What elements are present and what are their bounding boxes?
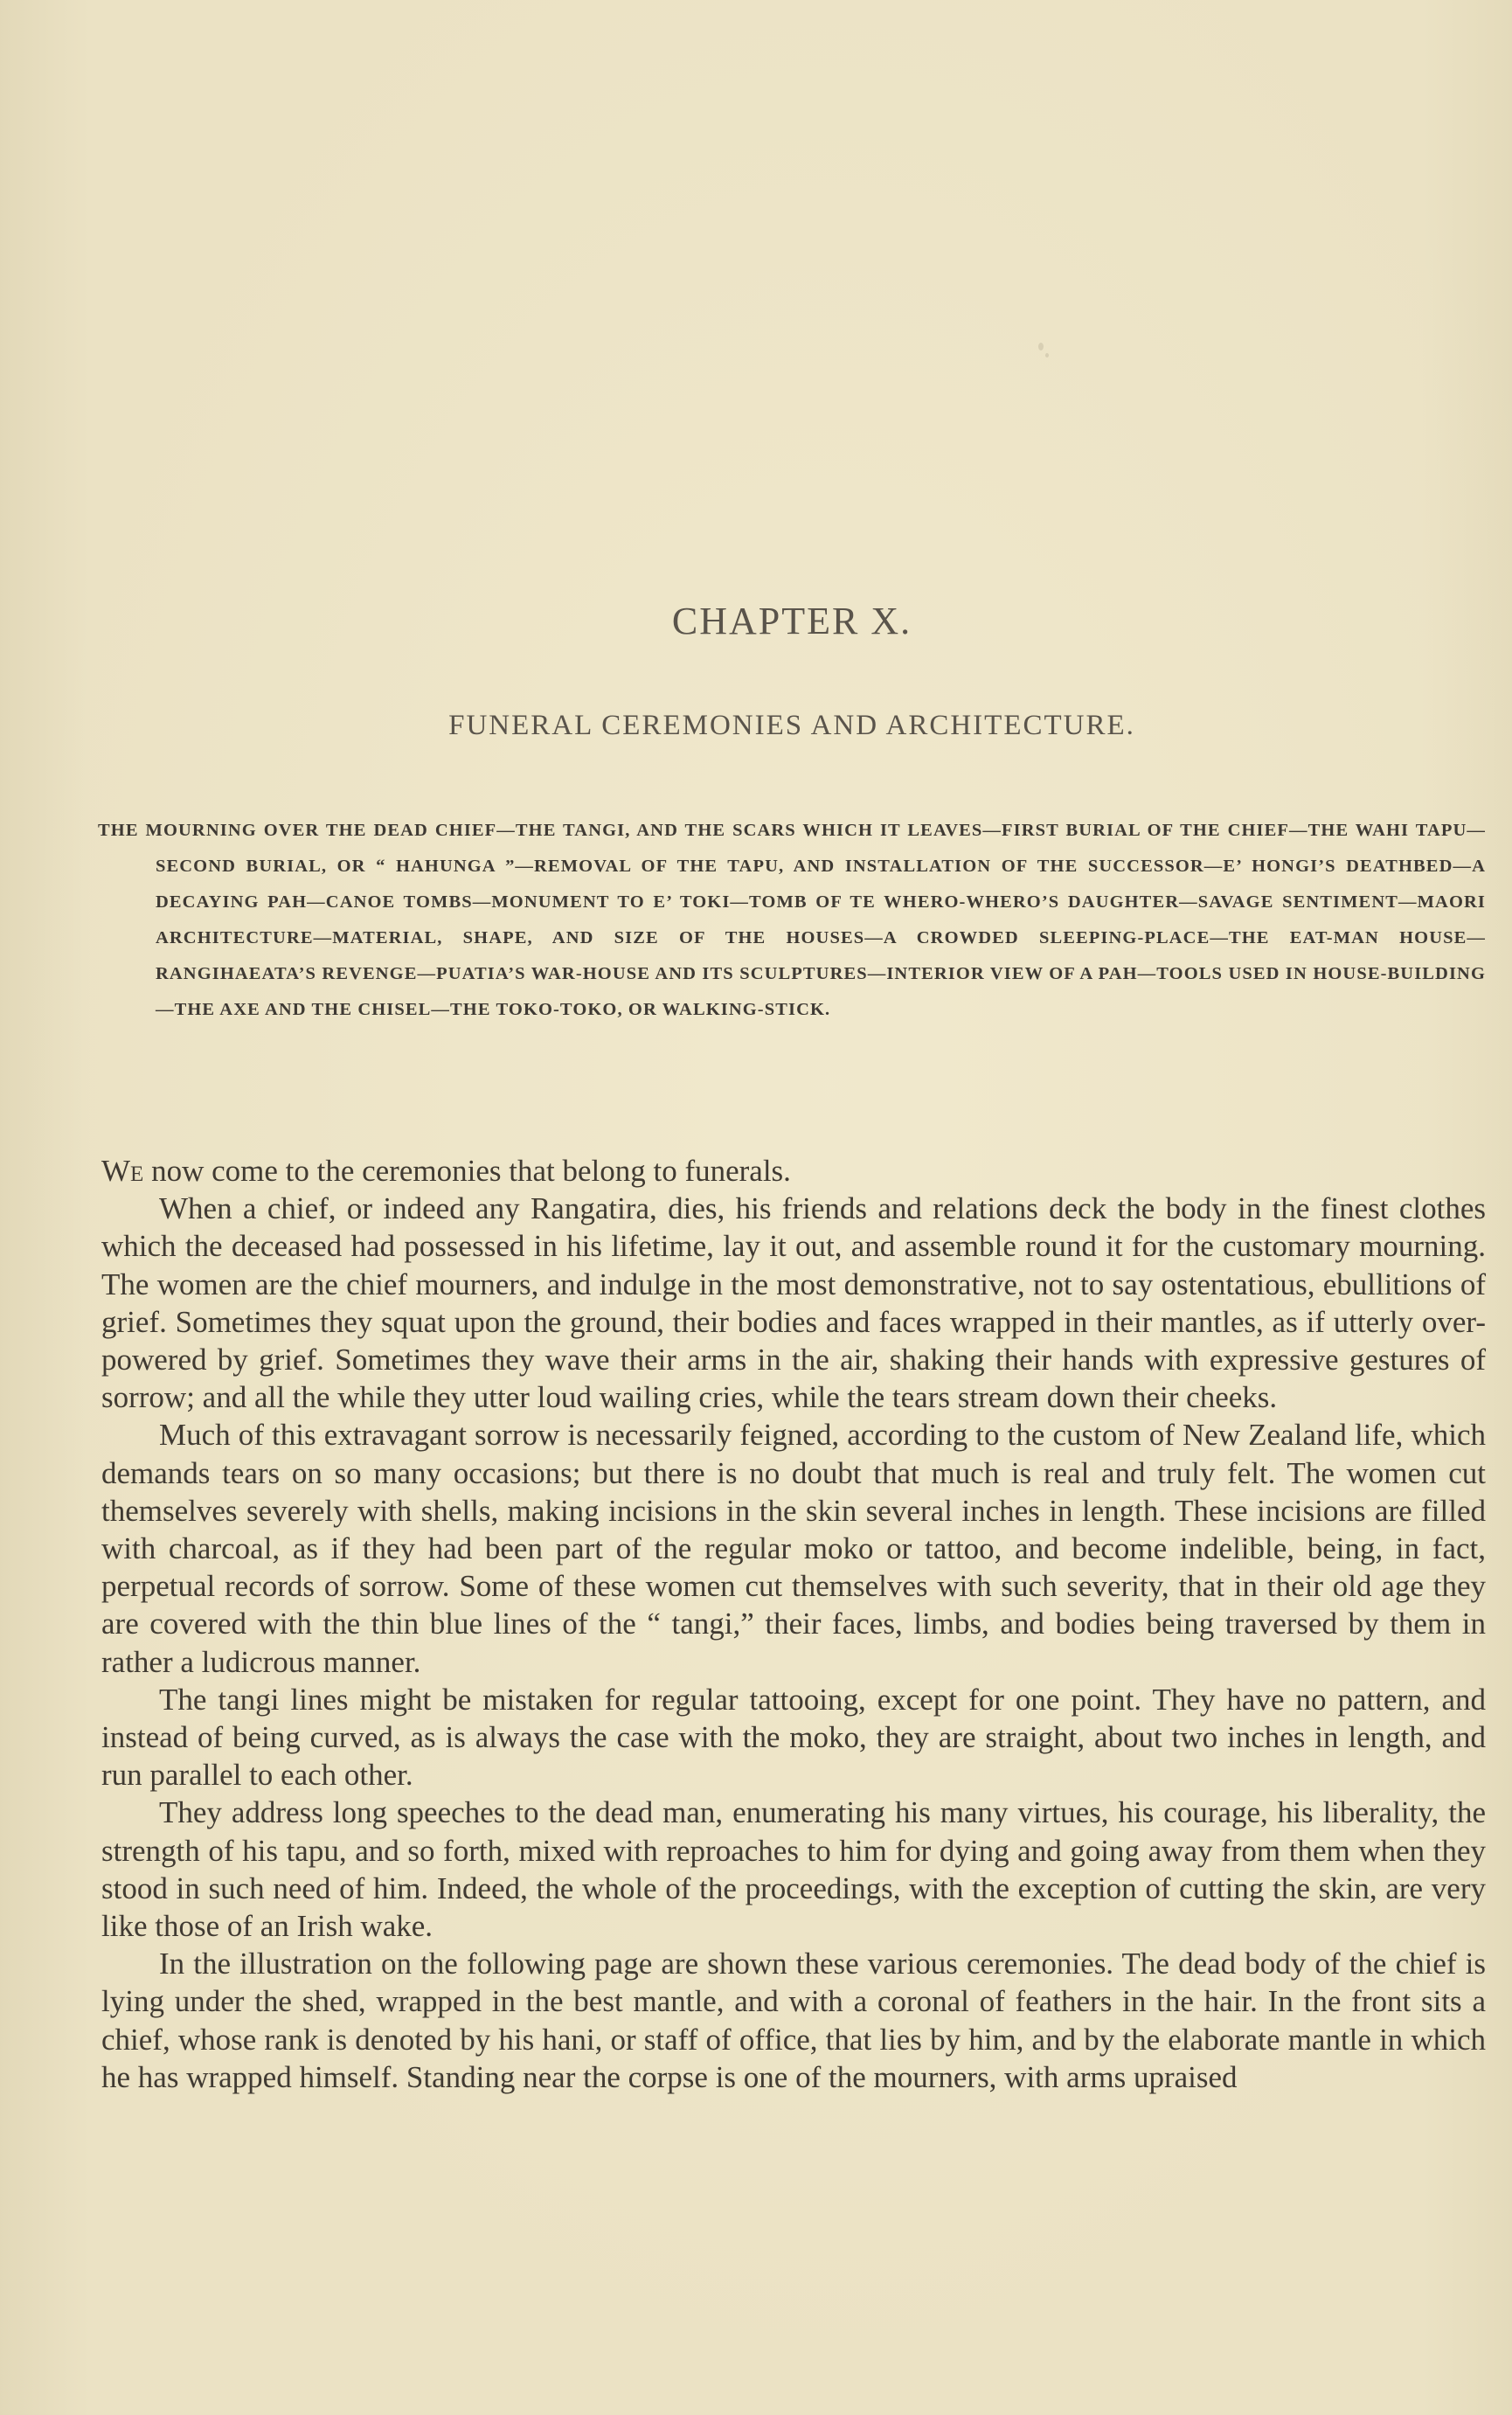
chapter-title: CHAPTER X.: [671, 600, 912, 642]
paragraph-1-text: now come to the ceremonies that belong to funerals.: [143, 1154, 791, 1188]
paragraph-4: The tangi lines might be mistaken for regular tattooing, except for one point. They have no pattern, and instead of being curved, as is always the case with the moko, they are straight, about two inches in length, and run parallel to each other.: [101, 1682, 1486, 1793]
ink-speck: [1038, 343, 1044, 350]
paragraph-5: They address long speeches to the dead man, enumerating his many virtues, his courage, his liberality, the strength of his tapu, and so forth, mixed with reproaches to him for dying and going away from them when they stood in such need of him. Indeed, the whole of the proceedings, with the exception of cutting the skin, are very like those of an Irish wake.: [101, 1795, 1486, 1944]
paragraph-6: In the illustration on the following page are shown these various ceremonies. The dead body of the chief is lying under the shed, wrapped in the best mantle, and with a coronal of feathers in the hair. In the front sits a chief, whose rank is denoted by his hani, or staff of office, that lies by him, and by the elaborate mantle in which he has wrapped himself. Standing near the corpse is one of the mourners, with arms upraised: [101, 1947, 1486, 2094]
paragraph-1: [101, 1152, 1486, 1190]
chapter-synopsis: THE MOURNING OVER THE DEAD CHIEF—THE TANGI, AND THE SCARS WHICH IT LEAVES—FIRST BURIAL OF THE CHIEF—THE WAHI TAPU—SECOND BURIAL, OR “ HAHUNGA ”—REMOVAL OF THE TAPU, AND INSTALLATION OF THE SUCCESSOR—E’ HONGI’S DEATHBED—A DECAYING PAH—CANOE TOMBS—MONUMENT TO E’ TOKI—TOMB OF TE WHERO-WHERO’S DAUGHTER—SAVAGE SENTIMENT—MAORI ARCHITECTURE—MATERIAL, SHAPE, AND SIZE OF THE HOUSES—A CROWDED SLEEPING-PLACE—THE EAT-MAN HOUSE—RANGIHAEATA’S REVENGE—PUATIA’S WAR-HOUSE AND ITS SCULPTURES—INTERIOR VIEW OF A PAH—TOOLS USED IN HOUSE-BUILDING—THE AXE AND THE CHISEL—THE TOKO-TOKO, OR WALKING-STICK.: [98, 821, 1486, 1019]
paragraph-3: Much of this extravagant sorrow is necessarily feigned, according to the custom of New Zealand life, which demands tears on so many occasions; but there is no doubt that much is real and truly felt. The women cut themselves severely with shells, making incisions in the skin several inches in length. These incisions are filled with charcoal, as if they had been part of the regular moko or tattoo, and become indelible, being, in fact, perpetual records of sorrow. Some of these women cut themselves with such severity, that in their old age they are covered with the thin blue lines of the “ tangi,” their faces, limbs, and bodies being traversed by them in rather a ludicrous manner.: [101, 1418, 1486, 1679]
paragraph-2: When a chief, or indeed any Rangatira, dies, his friends and relations deck the body in the finest clothes which the deceased had possessed in his lifetime, lay it out, and assemble round it for the customary mourning. The women are the chief mourners, and indulge in the most demonstrative, not to say ostentatious, ebullitions of grief. Sometimes they squat upon the ground, their bodies and faces wrapped in their mantles, as if utterly over-powered by grief. Sometimes they wave their arms in the air, shaking their hands with expressive gestures of sorrow; and all the while they utter loud wailing cries, while the tears stream down their cheeks.: [101, 1191, 1486, 1415]
body-text: [101, 1152, 1486, 2096]
ink-speck: [1045, 353, 1049, 357]
chapter-subtitle: FUNERAL CEREMONIES AND ARCHITECTURE.: [448, 710, 1135, 741]
opening-word: We: [101, 1154, 144, 1188]
